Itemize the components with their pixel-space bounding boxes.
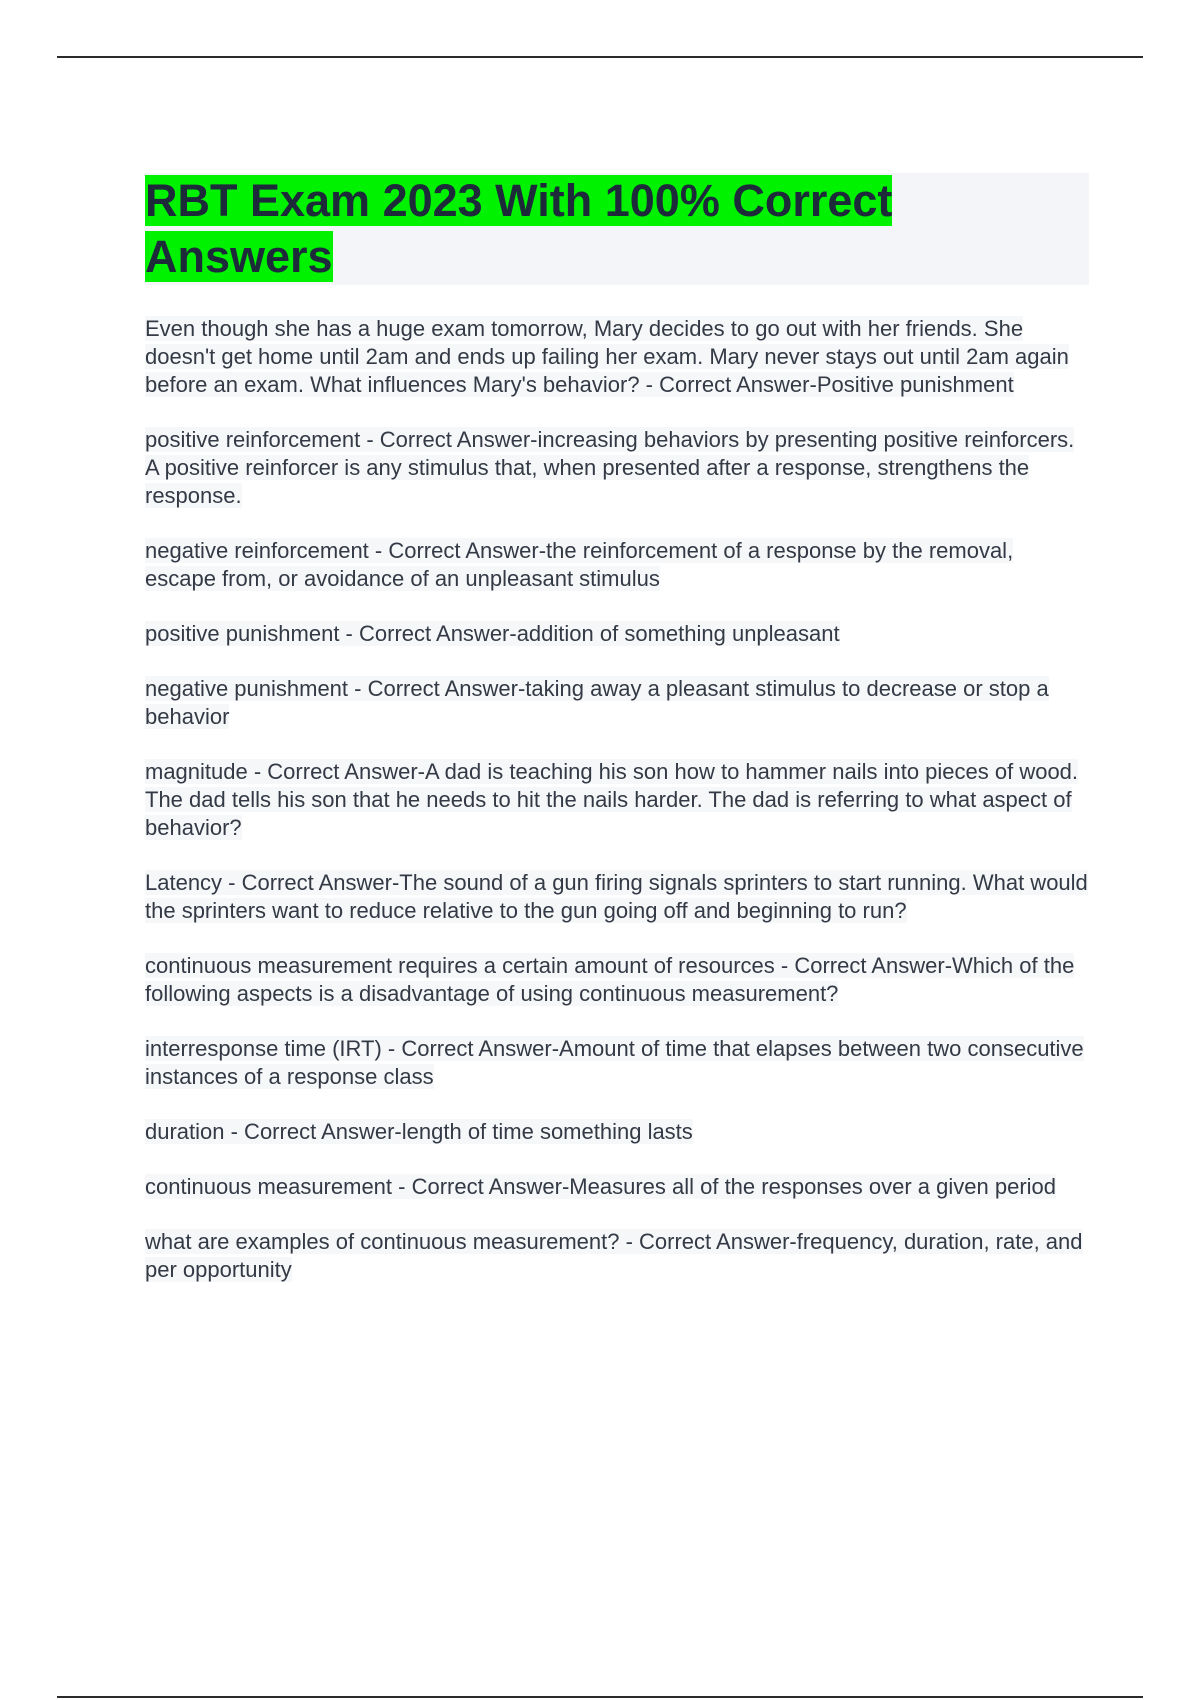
qa-entry-4: positive punishment - Correct Answer-addition of something unpleasant <box>145 621 840 646</box>
qa-entry-6: magnitude - Correct Answer-A dad is teaching his son how to hammer nails into pieces of wood. The dad tells his son that he needs to hit the nails harder. The dad is referring to what aspect of behavior? <box>145 759 1079 840</box>
qa-entry-3: negative reinforcement - Correct Answer-the reinforcement of a response by the removal, escape from, or avoidance of an unpleasant stimulus <box>145 538 1014 591</box>
title-block <box>145 173 1089 285</box>
qa-entry-1: Even though she has a huge exam tomorrow, Mary decides to go out with her friends. She doesn't get home until 2am and ends up failing her exam. Mary never stays out until 2am again before an exam. What influences Mary's behavior? - Correct Answer-Positive punishment <box>145 316 1069 397</box>
qa-entry-12: what are examples of continuous measurement? - Correct Answer-frequency, duration, rate, and per opportunity <box>145 1229 1083 1282</box>
qa-entry-10: duration - Correct Answer-length of time something lasts <box>145 1119 693 1144</box>
qa-entry-7: Latency - Correct Answer-The sound of a gun firing signals sprinters to start running. What would the sprinters want to reduce relative to the gun going off and beginning to run? <box>145 870 1088 923</box>
top-rule <box>57 56 1143 58</box>
document-title-text: RBT Exam 2023 With 100% Correct Answers <box>145 175 893 282</box>
qa-entry-11: continuous measurement - Correct Answer-Measures all of the responses over a given period <box>145 1174 1057 1199</box>
qa-entry-9: interresponse time (IRT) - Correct Answer-Amount of time that elapses between two consecutive instances of a response class <box>145 1036 1084 1089</box>
qa-entry-2: positive reinforcement - Correct Answer-increasing behaviors by presenting positive reinforcers. A positive reinforcer is any stimulus that, when presented after a response, strengthens the response. <box>145 427 1075 508</box>
document-body <box>145 173 1090 1311</box>
bottom-rule <box>57 1696 1143 1698</box>
qa-entry-5: negative punishment - Correct Answer-taking away a pleasant stimulus to decrease or stop a behavior <box>145 676 1049 729</box>
qa-entry-8: continuous measurement requires a certain amount of resources - Correct Answer-Which of the following aspects is a disadvantage of using continuous measurement? <box>145 953 1075 1006</box>
document-title <box>145 173 965 285</box>
